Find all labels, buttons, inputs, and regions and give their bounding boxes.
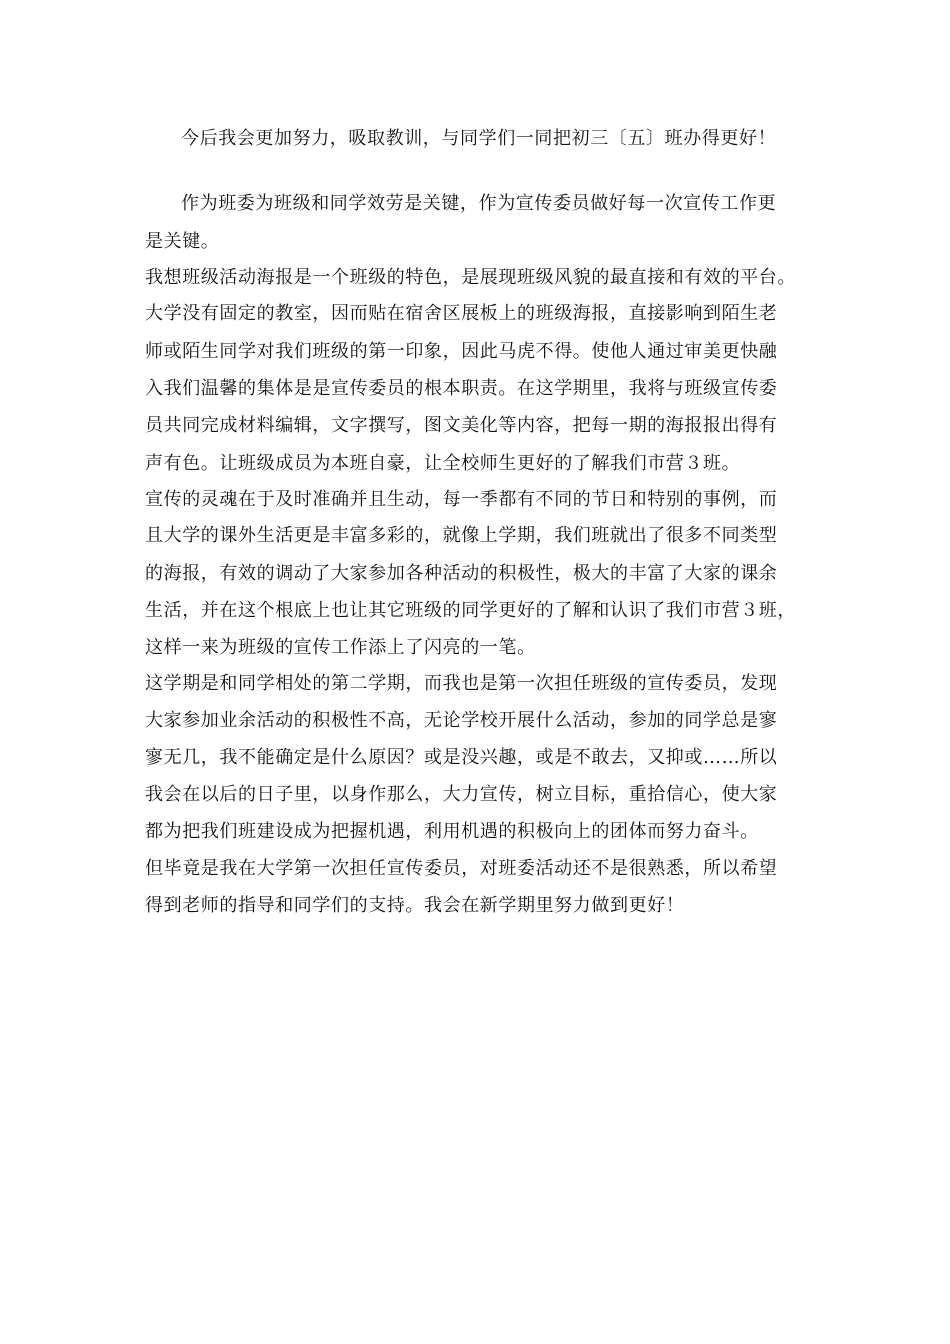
paragraph-line: 员共同完成材料编辑，文字撰写，图文美化等内容，把每一期的海报报出得有 (145, 415, 778, 436)
paragraph-line: 这学期是和同学相处的第二学期，而我也是第一次担任班级的宣传委员，发现 (145, 673, 778, 694)
paragraph-line: 都为把我们班建设成为把握机遇，利用机遇的积极向上的团体而努力奋斗。 (145, 821, 759, 842)
paragraph-line: 是关键。 (145, 231, 220, 252)
paragraph-line: 寥无几，我不能确定是什么原因？或是没兴趣，或是不敢去，又抑或……所以 (145, 747, 778, 768)
paragraph-line: 且大学的课外生活更是丰富多彩的，就像上学期，我们班就出了很多不同类型 (145, 525, 778, 546)
paragraph-line: 声有色。让班级成员为本班自豪，让全校师生更好的了解我们市营３班。 (145, 453, 741, 474)
paragraph-line: 这样一来为班级的宣传工作添上了闪亮的一笔。 (145, 637, 536, 658)
paragraph-line: 的海报，有效的调动了大家参加各种活动的积极性，极大的丰富了大家的课余 (145, 563, 778, 584)
paragraph-line: 大家参加业余活动的积极性不高，无论学校开展什么活动，参加的同学总是寥 (145, 710, 778, 731)
paragraph-line: 宣传的灵魂在于及时准确并且生动，每一季都有不同的节日和特别的事例，而 (145, 489, 778, 510)
paragraph-line: 我会在以后的日子里，以身作那么，大力宣传，树立目标，重拾信心，使大家 (145, 784, 778, 805)
paragraph-line: 我想班级活动海报是一个班级的特色，是展现班级风貌的最直接和有效的平台。 (145, 267, 796, 288)
paragraph-line: 今后我会更加努力，吸取教训，与同学们一同把初三〔五〕班办得更好！ (181, 128, 777, 149)
paragraph-line: 师或陌生同学对我们班级的第一印象，因此马虎不得。使他人通过审美更快融 (145, 341, 778, 362)
paragraph-line: 作为班委为班级和同学效劳是关键，作为宣传委员做好每一次宣传工作更 (181, 193, 777, 214)
paragraph-line: 得到老师的指导和同学们的支持。我会在新学期里努力做到更好！ (145, 895, 685, 916)
paragraph-line: 生活，并在这个根底上也让其它班级的同学更好的了解和认识了我们市营３班， (145, 600, 796, 621)
paragraph-line: 入我们温馨的集体是是宣传委员的根本职责。在这学期里，我将与班级宣传委 (145, 378, 778, 399)
paragraph-line: 但毕竟是我在大学第一次担任宣传委员，对班委活动还不是很熟悉，所以希望 (145, 858, 778, 879)
paragraph-line: 大学没有固定的教室，因而贴在宿舍区展板上的班级海报，直接影响到陌生老 (145, 303, 778, 324)
